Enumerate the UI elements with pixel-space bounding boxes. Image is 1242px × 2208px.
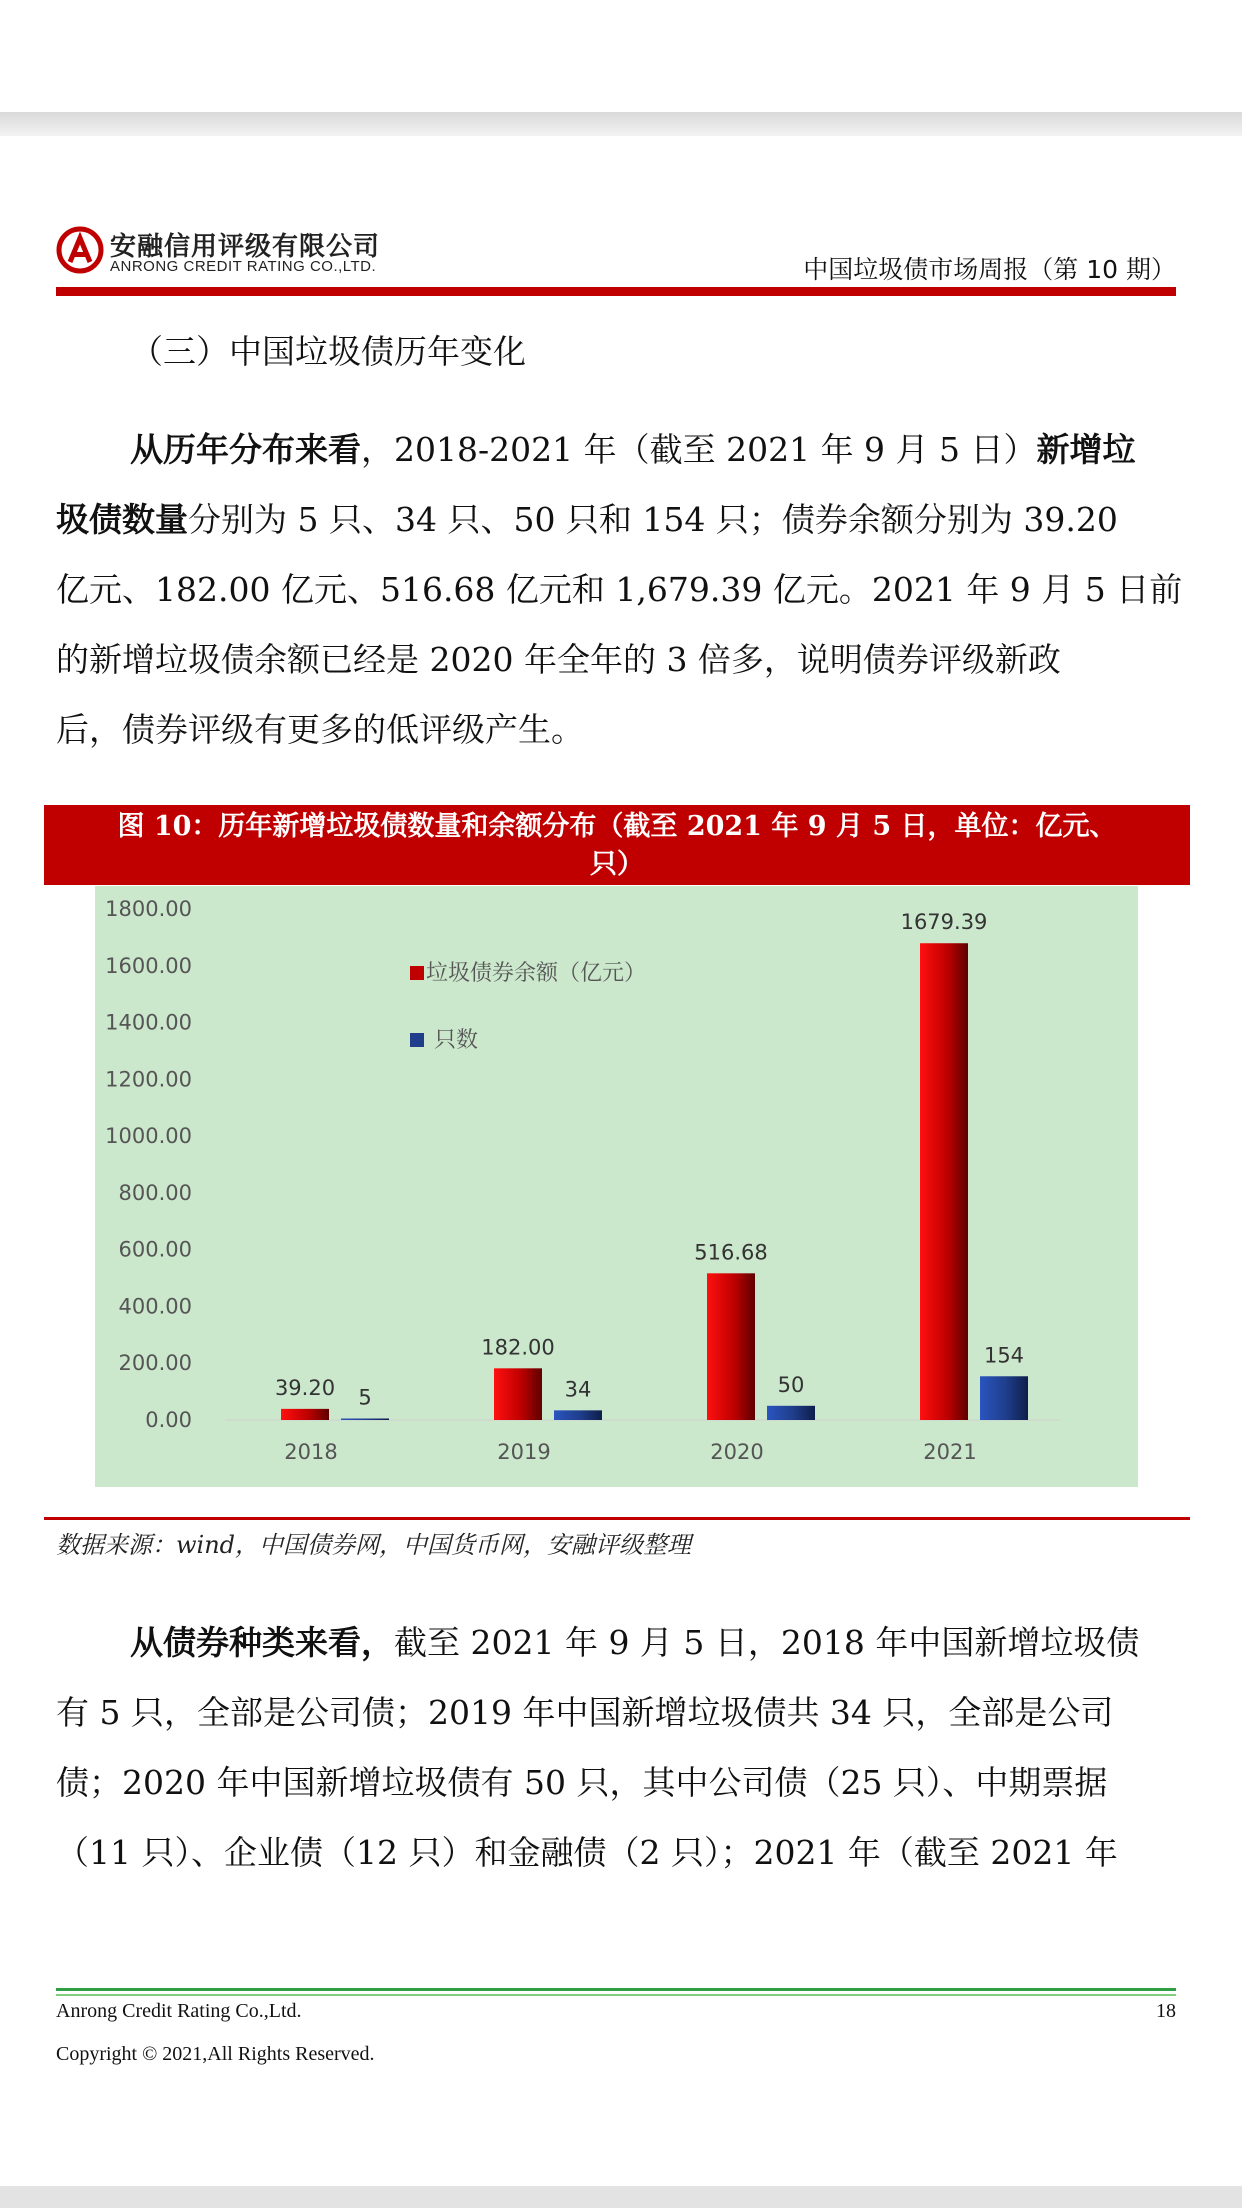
footer-rule-light [56, 1994, 1176, 1996]
caption-line-1: 图 10：历年新增垃圾债数量和余额分布（截至 2021 年 9 月 5 日，单位：亿元、 [117, 811, 1117, 842]
y-tick-label: 200.00 [118, 1351, 192, 1376]
bar-balance-2019 [494, 1368, 542, 1420]
para1-lead: 从历年分布来看 [130, 430, 361, 469]
y-tick-label: 800.00 [118, 1180, 192, 1205]
source-rule [44, 1517, 1190, 1520]
page-number: 18 [1156, 2000, 1176, 2022]
data-label-count-2019: 34 [564, 1377, 592, 1402]
para2-line2: 有 5 只，全部是公司债；2019 年中国新增垃圾债共 34 只，全部是公司 [56, 1693, 1114, 1732]
para1-bold-head: 圾债数量 [56, 500, 188, 539]
para2-text: 截至 2021 年 9 月 5 日，2018 年中国新增垃圾债 [394, 1623, 1140, 1662]
anrong-logo-icon [56, 226, 104, 274]
bar-balance-2021 [920, 943, 968, 1420]
para1-text: ，2018-2021 年（截至 2021 年 9 月 5 日） [361, 430, 1037, 469]
para2-line3: 债；2020 年中国新增垃圾债有 50 只，其中公司债（25 只）、中期票据 [56, 1763, 1108, 1802]
brand-name-en: ANRONG CREDIT RATING CO.,LTD. [110, 258, 377, 275]
y-tick-label: 600.00 [118, 1237, 192, 1262]
footer-rule [56, 1988, 1176, 1991]
bar-count-2021 [980, 1376, 1028, 1420]
data-label-count-2018: 5 [358, 1385, 372, 1410]
chart-canvas [95, 886, 1138, 1487]
para1-bold-tail: 新增垃 [1036, 430, 1136, 469]
y-tick-label: 1200.00 [105, 1067, 192, 1092]
para2-line4: （11 只）、企业债（12 只）和金融债（2 只）；2021 年（截至 2021 年 [56, 1833, 1118, 1872]
data-label-count-2020: 50 [777, 1372, 805, 1397]
data-label-balance-2019: 182.00 [481, 1335, 555, 1360]
y-tick-label: 1000.00 [105, 1124, 192, 1149]
data-source: 数据来源：wind，中国债券网，中国货币网，安融评级整理 [56, 1531, 692, 1559]
para1-line3: 亿元、182.00 亿元、516.68 亿元和 1,679.39 亿元。2021 年 9 月 5 日前 [56, 570, 1183, 609]
bar-chart [95, 886, 1138, 1487]
data-label-balance-2020: 516.68 [694, 1240, 768, 1265]
figure-caption [44, 805, 1190, 885]
y-tick-label: 1600.00 [105, 953, 192, 978]
para1-line2 [56, 485, 1176, 555]
page-separator [0, 112, 1242, 136]
data-label-balance-2021: 1679.39 [900, 910, 988, 935]
bar-balance-2018 [281, 1409, 329, 1420]
caption-line-2: 只） [590, 849, 644, 880]
y-tick-label: 0.00 [145, 1408, 192, 1432]
para1-text: 分别为 5 只、34 只、50 只和 154 只；债券余额分别为 39.20 [188, 500, 1118, 539]
paragraph-bond-types [56, 1608, 1176, 1888]
brand-name-cn: 安融信用评级有限公司 [110, 232, 381, 262]
bar-balance-2020 [707, 1273, 755, 1420]
legend-swatch-count [410, 1033, 424, 1047]
bar-count-2019 [554, 1410, 602, 1420]
y-tick-label: 400.00 [118, 1294, 192, 1319]
y-tick-label: 1800.00 [105, 897, 192, 921]
legend-label-balance: 垃圾债券余额（亿元） [426, 961, 647, 986]
footer-copyright: Copyright © 2021,All Rights Reserved. [56, 2043, 375, 2065]
data-label-balance-2018: 39.20 [274, 1375, 336, 1400]
paragraph-annual-distribution [56, 415, 1183, 765]
para1-line1 [56, 415, 1176, 485]
para2-lead: 从债券种类来看， [130, 1623, 394, 1662]
bar-count-2020 [767, 1406, 815, 1420]
para1-line4: 的新增垃圾债余额已经是 2020 年全年的 3 倍多，说明债券评级新政 [56, 640, 1061, 679]
legend-swatch-balance [410, 966, 424, 980]
x-tick-label-2018: 2018 [284, 1440, 338, 1464]
y-tick-label: 1400.00 [105, 1010, 192, 1035]
header-rule [56, 287, 1176, 296]
para1-line5: 后，债券评级有更多的低评级产生。 [56, 710, 584, 749]
legend-label-count: 只数 [434, 1028, 479, 1053]
bar-count-2018 [341, 1419, 389, 1421]
para2-line1 [56, 1608, 1176, 1678]
footer-company: Anrong Credit Rating Co.,Ltd. [56, 2000, 302, 2022]
top-margin [0, 0, 1242, 112]
report-title: 中国垃圾债市场周报（第 10 期） [803, 255, 1176, 284]
x-tick-label-2019: 2019 [497, 1440, 551, 1464]
bottom-margin [0, 2186, 1242, 2208]
x-tick-label-2021: 2021 [923, 1440, 977, 1464]
section-title: （三）中国垃圾债历年变化 [130, 332, 526, 371]
x-tick-label-2020: 2020 [710, 1440, 764, 1464]
data-label-count-2021: 154 [983, 1343, 1025, 1368]
